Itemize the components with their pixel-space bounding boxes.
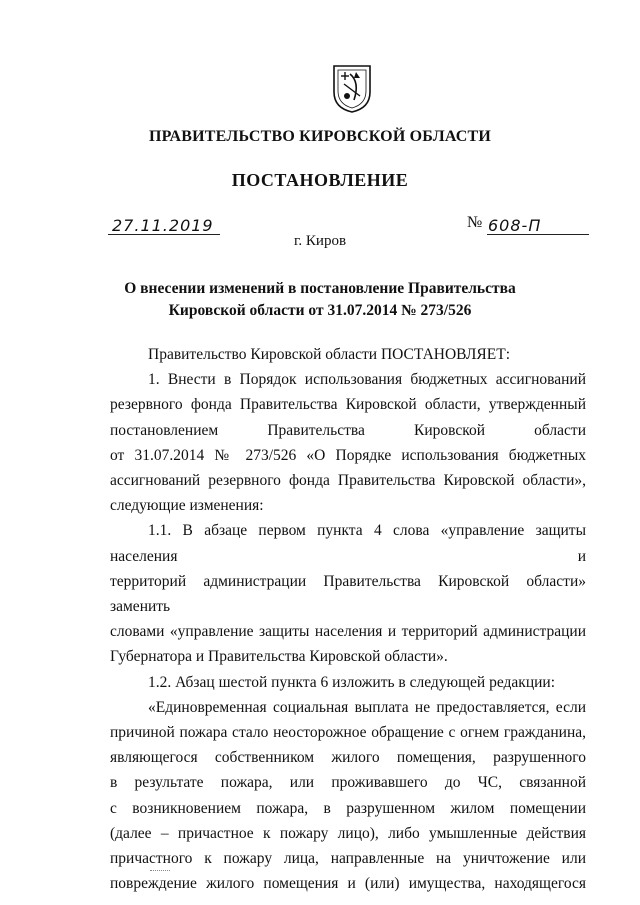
paragraph-line: постановлением Правительства Кировской области [110, 421, 586, 439]
paragraph-line: резервного фонда Правительства Кировской области, утвержденный [110, 396, 586, 414]
paragraph-line: от 31.07.2014 № 273/526 «О Порядке использования бюджетных [110, 446, 586, 464]
paragraph-1-2: 1.2. Абзац шестой пункта 6 изложить в следующей редакции: [148, 673, 556, 691]
intro-paragraph: Правительство Кировской области ПОСТАНОВЛЯЕТ: [148, 346, 511, 363]
paragraph-1-1 [110, 518, 586, 669]
document-number: 608-П [488, 216, 542, 235]
paragraph-line: ассигнований резервного фонда Правительства Кировской области», [110, 472, 586, 490]
quoted-paragraph [110, 695, 586, 897]
paragraph-line: являющегося собственником жилого помещения, разрушенного [110, 749, 586, 767]
coat-of-arms-icon [330, 62, 374, 114]
paragraph-line: Губернатора и Правительства Кировской области». [110, 648, 448, 666]
paragraph-line: с возникновением пожара, в разрушенном жилом помещении [110, 799, 586, 817]
paragraph-1 [110, 367, 586, 518]
subject-line: О внесении изменений в постановление Правительства [124, 280, 516, 297]
document-body [110, 342, 586, 896]
document-subject [110, 278, 530, 322]
page-mark [150, 870, 170, 871]
number-label: № [467, 214, 483, 231]
paragraph-line: 1. Внести в Порядок использования бюджетных ассигнований [148, 371, 586, 389]
document-type: ПОСТАНОВЛЕНИЕ [231, 170, 409, 190]
paragraph-line: территорий администрации Правительства Кировской области» заменить [110, 572, 586, 616]
paragraph-line: (далее – причастное к пожару лицо), либо умышленные действия [110, 824, 586, 842]
paragraph-line: 1.1. В абзаце первом пункта 4 слова «управление защиты населения и [110, 522, 586, 565]
paragraph-line: причастного к пожару лица, направленные на уничтожение или [110, 850, 586, 868]
paragraph-line: в результате пожара, или проживавшего до ЧС, связанной [110, 774, 586, 792]
paragraph-line: следующие изменения: [110, 497, 264, 515]
city: г. Киров [293, 233, 347, 249]
paragraph-line: «Единовременная социальная выплата не предоставляется, если [148, 698, 586, 716]
government-title: ПРАВИТЕЛЬСТВО КИРОВСКОЙ ОБЛАСТИ [148, 128, 492, 145]
paragraph-line: словами «управление защиты населения и территорий администрации [110, 623, 586, 641]
subject-line: Кировской области от 31.07.2014 № 273/526 [168, 302, 472, 319]
paragraph-line: повреждение жилого помещения и (или) имущества, находящегося [110, 875, 586, 893]
paragraph-line: причиной пожара стало неосторожное обращение с огнем гражданина, [110, 724, 586, 742]
document-date: 27.11.2019 [112, 216, 214, 235]
